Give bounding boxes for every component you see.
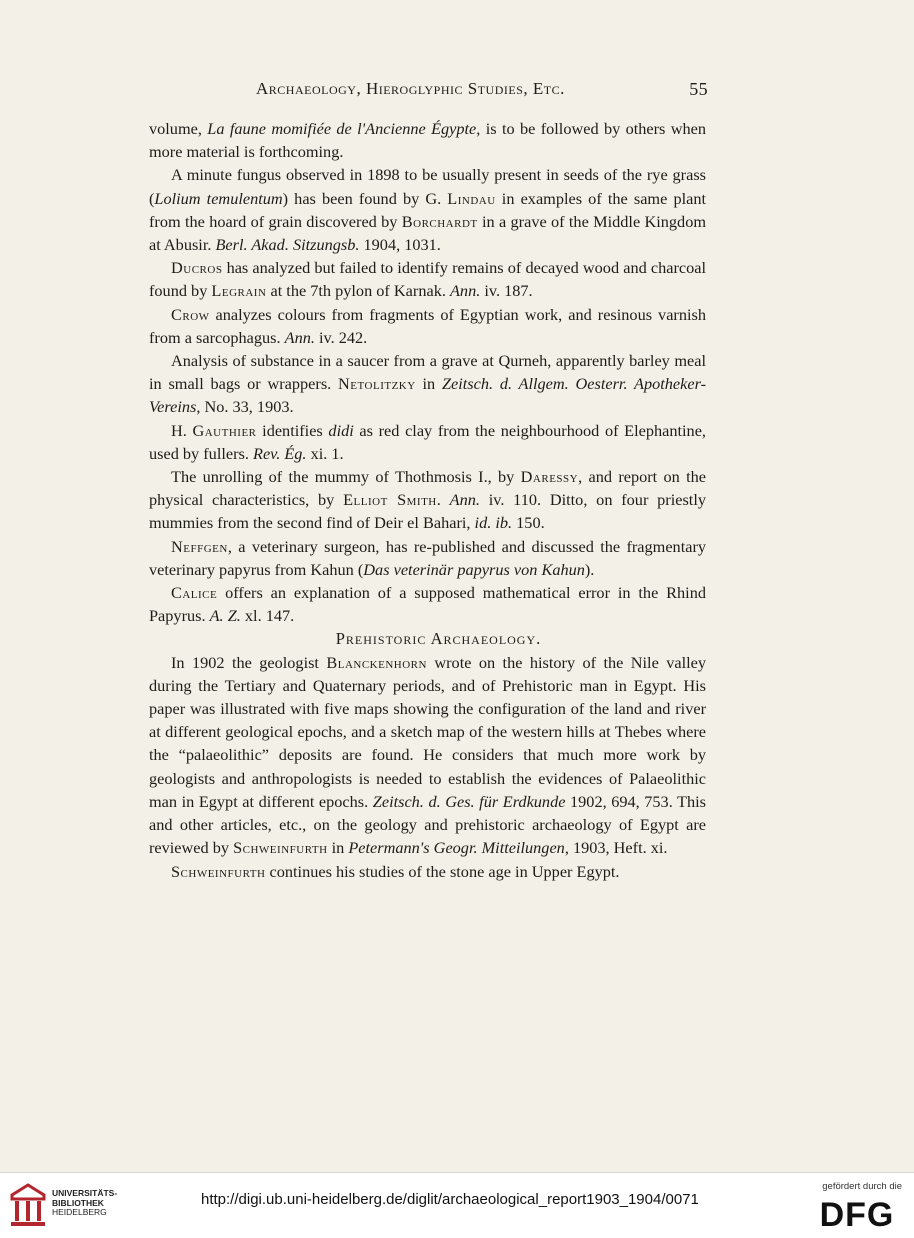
- text-run: in: [327, 838, 349, 858]
- text-run: In 1902 the geologist: [171, 652, 327, 672]
- citation-title: Petermann's Geogr. Mitteilungen: [348, 838, 565, 858]
- text-run: xl. 147.: [240, 606, 295, 626]
- text-run: xi. 1.: [306, 443, 344, 463]
- text-run: iv. 110. Ditto, on four priestly mummies from the second find of Deir el Bahari,: [149, 490, 706, 533]
- paragraph-7: [149, 465, 706, 535]
- author-name: Schweinfurth: [233, 838, 328, 858]
- text-run: , 1903, Heft. xi.: [564, 838, 668, 858]
- text-run: 1904, 1031.: [359, 235, 441, 255]
- italic-title: Das veterinär papyrus von Kahun: [363, 559, 585, 579]
- library-name-line: UNIVERSITÄTS-: [52, 1188, 118, 1198]
- library-name: [52, 1189, 117, 1218]
- italic-term: didi: [328, 420, 354, 440]
- text-run: ).: [584, 559, 595, 579]
- funding-caption: gefördert durch die: [822, 1181, 902, 1192]
- text-run: wrote on the history of the Nile valley during the Tertiary and Quaternary periods, and of Prehistoric man in Egypt. His paper was illustrated with five maps showing the configuration of the land and river at different geological epochs, and a sketch map of the western hills at Thebes where the “palaeolithic” deposits are found. He considers that much more work by geologists and anthropologists is needed to establish the evidences of Palaeolithic man in Egypt at different epochs.: [149, 652, 707, 811]
- running-title: Archaeology, Hieroglyphic Studies, Etc.: [256, 79, 565, 98]
- italic-title: La faune momifiée de l'Ancienne Égypte: [207, 119, 477, 138]
- author-name: Crow: [171, 304, 210, 324]
- text-run: at the 7th pylon of Karnak.: [266, 281, 450, 301]
- text-run: , No. 33, 1903.: [196, 397, 294, 417]
- author-name: Netolitzky: [338, 374, 416, 394]
- author-name: Neffgen: [171, 536, 228, 556]
- citation-title: A. Z.: [209, 606, 241, 626]
- text-run: has analyzed but failed to identify remains of decayed wood and charcoal found by: [149, 258, 706, 301]
- citation-title: Rev. Ég.: [253, 443, 307, 463]
- text-run: volume,: [149, 119, 208, 138]
- citation-title: Ann.: [449, 281, 481, 301]
- text-run: H.: [171, 420, 193, 440]
- text-run: identifies: [256, 420, 329, 440]
- author-name: Elliot Smith: [343, 490, 437, 510]
- text-run: iv. 187.: [480, 281, 533, 301]
- paragraph-5: [149, 349, 706, 419]
- author-name: Blanckenhorn: [326, 652, 427, 672]
- text-run: analyzes colours from fragments of Egyptian work, and resinous varnish from a sarcophagus.: [149, 304, 706, 347]
- paragraph-1: [149, 117, 706, 163]
- citation-title: id. ib.: [474, 513, 513, 533]
- paragraph-8: [149, 535, 706, 581]
- dfg-logo-text: DFG: [819, 1197, 895, 1229]
- text-run: iv. 242.: [314, 327, 368, 347]
- paragraph-6: [149, 419, 706, 465]
- library-name-line: BIBLIOTHEK: [52, 1197, 104, 1208]
- author-name: Gauthier: [192, 420, 257, 440]
- library-name-line: HEIDELBERG: [52, 1207, 107, 1217]
- paragraph-11: [149, 860, 706, 883]
- text-run: , and report on the physical characteristics, by: [149, 467, 707, 510]
- text-run: .: [436, 490, 450, 510]
- citation-title: Ann.: [284, 327, 315, 347]
- text-run: ) has been found by G.: [282, 188, 448, 208]
- paragraph-10: [149, 651, 706, 860]
- text-run: in examples of the same plant from the hoard of grain discovered by: [149, 188, 706, 231]
- section-title: Prehistoric Archaeology.: [335, 629, 542, 649]
- paragraph-2: [149, 163, 706, 256]
- text-run: continues his studies of the stone age in Upper Egypt.: [265, 861, 620, 881]
- text-run: in: [415, 374, 442, 394]
- text-run: offers an explanation of a supposed mathematical error in the Rhind Papyrus.: [149, 583, 706, 626]
- citation-title: Berl. Akad. Sitzungsb.: [215, 235, 360, 255]
- paragraph-4: [149, 303, 706, 349]
- author-name: Daressy: [520, 467, 579, 487]
- body-text: [149, 117, 706, 883]
- author-name: Borchardt: [401, 211, 478, 231]
- text-run: A minute fungus observed in 1898 to be usually present in seeds of the rye grass (: [149, 165, 706, 208]
- text-run: in a grave of the Middle Kingdom at Abusir.: [149, 211, 707, 255]
- author-name: Legrain: [211, 281, 267, 301]
- author-name: Ducros: [171, 258, 223, 278]
- text-run: , a veterinary surgeon, has re-published and discussed the fragmentary veterinary papyrus from Kahun (: [149, 536, 706, 579]
- author-name: Schweinfurth: [171, 861, 266, 881]
- library-logo-icon: [8, 1181, 48, 1229]
- paragraph-3: [149, 256, 706, 302]
- citation-title: Ann.: [449, 490, 480, 510]
- text-run: as red clay from the neighbourhood of Elephantine, used by fullers.: [149, 420, 706, 463]
- author-name: Lindau: [447, 188, 496, 208]
- text-run: 1902, 694, 753. This and other articles, etc., on the geology and prehistoric archaeology of Egypt are reviewed by: [149, 791, 706, 858]
- digitization-footer: [0, 1172, 914, 1238]
- text-run: 150.: [512, 513, 545, 533]
- citation-title: Zeitsch. d. Allgem. Oesterr. Apotheker-Vereins: [149, 374, 707, 417]
- text-run: The unrolling of the mummy of Thothmosis I., by: [171, 467, 521, 487]
- italic-term: Lolium temulentum: [154, 188, 283, 208]
- dfg-logo-icon: [814, 1197, 900, 1229]
- citation-title: Zeitsch. d. Ges. für Erdkunde: [372, 791, 566, 811]
- text-run: Analysis of substance in a saucer from a grave at Qurneh, apparently barley meal in small bags or wrappers.: [149, 351, 706, 394]
- author-name: Calice: [171, 583, 218, 603]
- permalink-url[interactable]: http://digi.ub.uni-heidelberg.de/diglit/archaeological_report1903_1904/0071: [201, 1191, 699, 1208]
- page-number: 55: [689, 79, 708, 99]
- running-header: [148, 79, 708, 105]
- paragraph-9: [149, 581, 706, 627]
- text-run: , is to be followed by others when more material is forthcoming.: [149, 119, 707, 162]
